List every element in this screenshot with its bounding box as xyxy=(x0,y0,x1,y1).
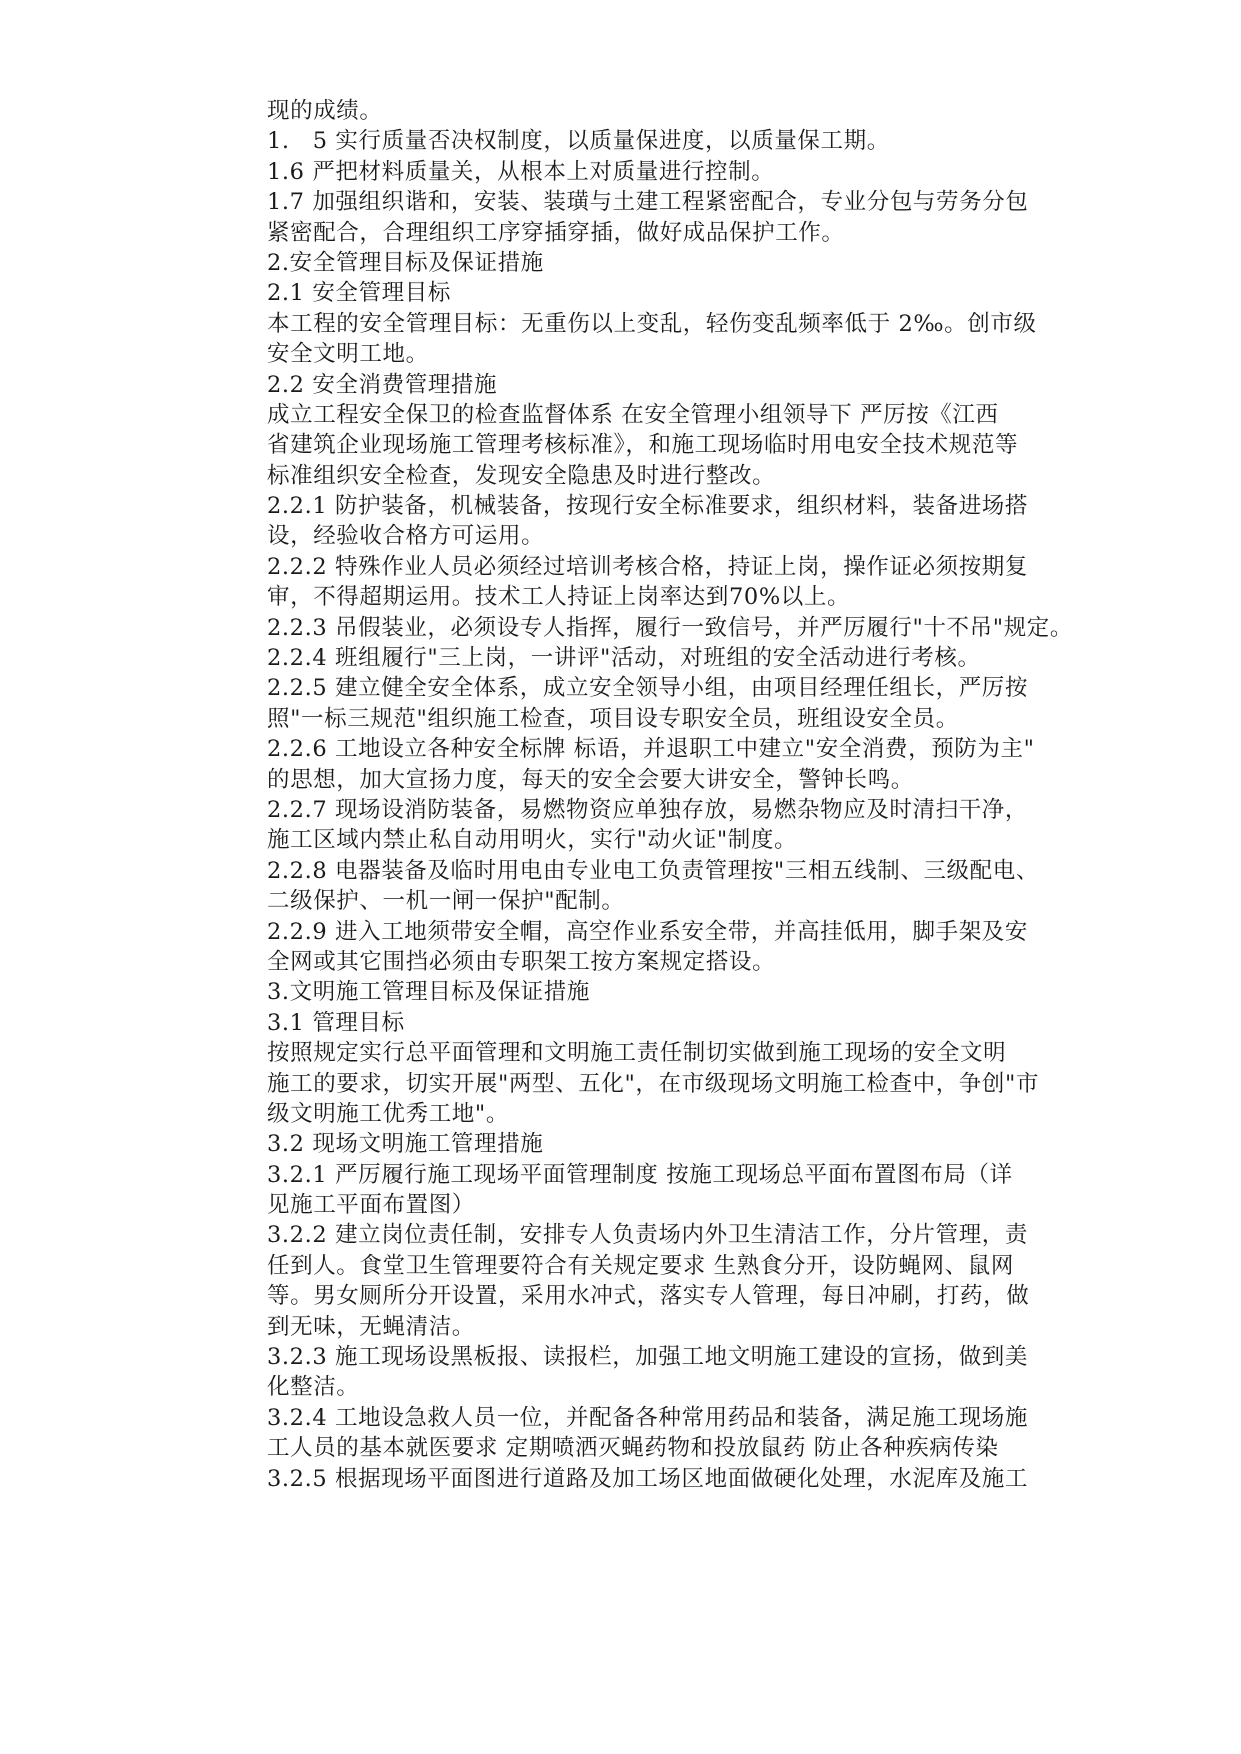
text-line: 紧密配合，合理组织工序穿插穿插，做好成品保护工作。 xyxy=(267,219,845,246)
text-line: 等。男女厕所分开设置，采用水冲式，落实专人管理，每日冲刷，打药，做 xyxy=(267,1283,1030,1310)
subsection-heading: 3.1 管理目标 xyxy=(267,1009,405,1036)
text-line: 任到人。食堂卫生管理要符合有关规定要求 生熟食分开，设防蝇网、鼠网 xyxy=(267,1252,1014,1279)
text-line: 2.2.8 电器装备及临时用电由专业电工负责管理按"三相五线制、三级配电、 xyxy=(267,857,1039,884)
text-line: 级文明施工优秀工地"。 xyxy=(267,1100,509,1127)
text-line: 2.2.2 特殊作业人员必须经过培训考核合格，持证上岗，操作证必须按期复 xyxy=(267,553,1029,580)
text-line: 见施工平面布置图） xyxy=(267,1192,475,1219)
text-line: 2.2.9 进入工地须带安全帽，高空作业系安全带，并高挂低用，脚手架及安 xyxy=(267,918,1029,945)
text-line: 的思想，加大宣扬力度，每天的安全会要大讲安全，警钟长鸣。 xyxy=(267,766,914,793)
text-line: 本工程的安全管理目标：无重伤以上变乱，轻伤变乱频率低于 2‰。创市级 xyxy=(267,310,1037,337)
text-line: 1.6 严把材料质量关，从根本上对质量进行控制。 xyxy=(267,158,775,185)
text-line: 安全文明工地。 xyxy=(267,341,429,368)
text-line: 设，经验收合格方可运用。 xyxy=(267,523,545,550)
text-line: 审，不得超期运用。技术工人持证上岗率达到70%以上。 xyxy=(267,584,851,611)
text-line: 1.7 加强组织谐和，安装、装璜与土建工程紧密配合，专业分包与劳务分包 xyxy=(267,189,1029,216)
text-line: 现的成绩。 xyxy=(267,98,383,124)
text-line: 2.2.5 建立健全安全体系，成立安全领导小组，由项目经理任组长，严厉按 xyxy=(267,675,1029,702)
text-line: 施工的要求，切实开展"两型、五化"，在市级现场文明施工检查中，争创"市 xyxy=(267,1070,1040,1097)
text-line: 2.2.6 工地设立各种安全标牌 标语，并退职工中建立"安全消费，预防为主" xyxy=(267,736,1035,763)
text-line: 照"一标三规范"组织施工检查，项目设专职安全员，班组设安全员。 xyxy=(267,705,959,732)
document-page xyxy=(267,96,1074,1494)
section-heading: 2.安全管理目标及保证措施 xyxy=(267,249,544,276)
text-line: 1. 5 实行质量否决权制度，以质量保进度，以质量保工期。 xyxy=(267,128,890,155)
text-line: 省建筑企业现场施工管理考核标准》，和施工现场临时用电安全技术规范等 xyxy=(267,432,1019,459)
text-line: 3.2.1 严厉履行施工现场平面管理制度 按施工现场总平面布置图布局（详 xyxy=(267,1161,1013,1188)
subsection-heading: 3.2 现场文明施工管理措施 xyxy=(267,1131,544,1158)
text-line: 二级保护、一机一闸一保护"配制。 xyxy=(267,888,625,915)
text-line: 到无味，无蝇清洁。 xyxy=(267,1313,475,1340)
text-line: 3.2.4 工地设急救人员一位，并配备各种常用药品和装备，满足施工现场施 xyxy=(267,1404,1029,1431)
text-line: 施工区域内禁止私自动用明火，实行"动火证"制度。 xyxy=(267,827,798,854)
subsection-heading: 2.1 安全管理目标 xyxy=(267,280,451,307)
text-line: 2.2.3 吊假装业，必须设专人指挥，履行一致信号，并严厉履行"十不吊"规定。 xyxy=(267,614,1074,641)
text-line: 2.2.1 防护装备，机械装备，按现行安全标准要求，组织材料，装备进场搭 xyxy=(267,493,1029,520)
text-line: 3.2.2 建立岗位责任制，安排专人负责场内外卫生清洁工作，分片管理，责 xyxy=(267,1222,1029,1249)
text-line: 按照规定实行总平面管理和文明施工责任制切实做到施工现场的安全文明 xyxy=(267,1040,1007,1067)
text-line: 3.2.5 根据现场平面图进行道路及加工场区地面做硬化处理，水泥库及施工 xyxy=(267,1465,1029,1492)
text-line: 2.2.7 现场设消防装备，易燃物资应单独存放，易燃杂物应及时清扫干净， xyxy=(267,796,1029,823)
text-line: 化整洁。 xyxy=(267,1374,360,1401)
text-line: 全网或其它围挡必须由专职架工按方案规定搭设。 xyxy=(267,948,776,975)
text-line: 2.2.4 班组履行"三上岗，一讲评"活动，对班组的安全活动进行考核。 xyxy=(267,645,981,672)
text-line: 工人员的基本就医要求 定期喷洒灭蝇药物和投放鼠药 防止各种疾病传染 xyxy=(267,1435,999,1462)
section-heading: 3.文明施工管理目标及保证措施 xyxy=(267,979,590,1006)
text-line: 成立工程安全保卫的检查监督体系 在安全管理小组领导下 严厉按《江西 xyxy=(267,401,999,428)
subsection-heading: 2.2 安全消费管理措施 xyxy=(267,371,498,398)
text-line: 标准组织安全检查，发现安全隐患及时进行整改。 xyxy=(267,462,776,489)
text-line: 3.2.3 施工现场设黑板报、读报栏，加强工地文明施工建设的宣扬，做到美 xyxy=(267,1344,1029,1371)
